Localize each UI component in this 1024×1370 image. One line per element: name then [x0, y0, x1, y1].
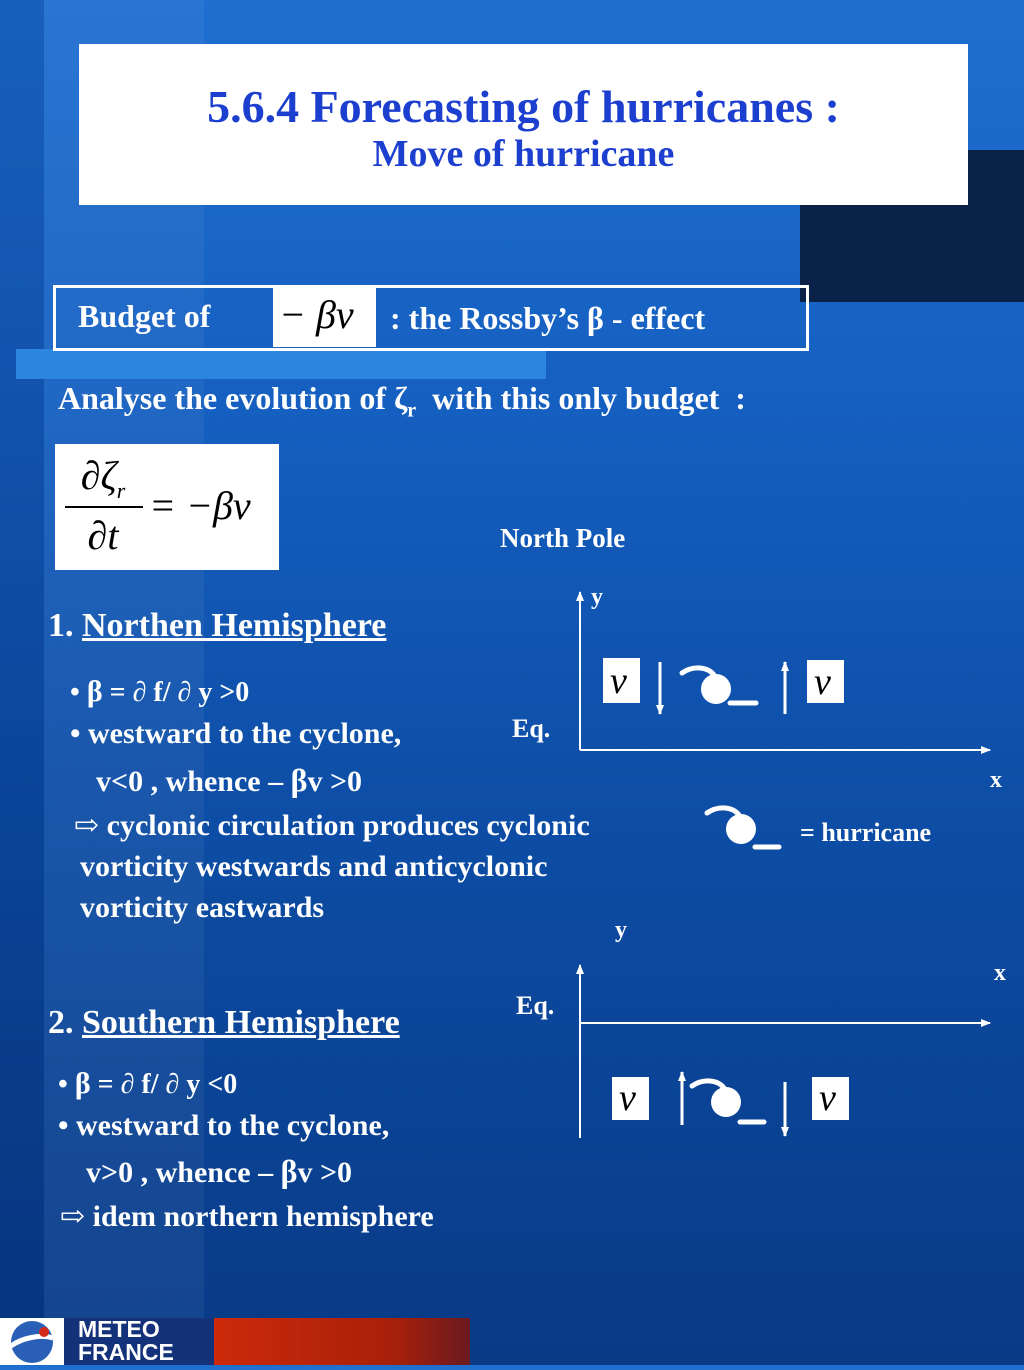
- north-line2: • westward to the cyclone,: [70, 717, 402, 750]
- south-beta-symbol: β: [74, 1067, 91, 1100]
- north-line2-text: westward to the cyclone,: [88, 717, 402, 750]
- north-y-label: y: [591, 584, 603, 610]
- south-conclusion-text: idem northern hemisphere: [92, 1200, 434, 1233]
- north-arrow-icon: ⇨: [74, 809, 100, 842]
- south-x-label: x: [994, 960, 1006, 986]
- hurricane-symbol-icon: [682, 668, 756, 704]
- analyse-suffix: with this only budget :: [416, 380, 746, 416]
- south-v-label-left: v: [619, 1077, 636, 1119]
- north-v-label-right: v: [814, 661, 831, 703]
- budget-formula: − βv: [279, 292, 354, 337]
- south-beta-line: • β = ∂ f/ ∂ y <0: [58, 1067, 238, 1100]
- page-title: 5.6.4 Forecasting of hurricanes :: [207, 81, 840, 132]
- south-heading-text: Southern Hemisphere: [82, 1004, 400, 1041]
- south-beta-rest: = ∂ f/ ∂ y <0: [90, 1069, 238, 1100]
- north-line3-suffix: v >0: [307, 765, 363, 798]
- equation-numerator-sub: r: [116, 478, 126, 503]
- page-subtitle: Move of hurricane: [372, 133, 675, 175]
- logo-line2: FRANCE: [78, 1339, 174, 1365]
- north-conclusion-3: vorticity eastwards: [80, 891, 325, 924]
- equation-numerator-text: ∂ζ: [80, 453, 117, 498]
- budget-effect: : the Rossby’s β - effect: [390, 300, 706, 336]
- north-x-label: x: [990, 767, 1002, 793]
- logo-line1: METEO: [78, 1316, 160, 1342]
- south-line3-beta: β: [280, 1153, 298, 1189]
- north-conclusion-1-text: cyclonic circulation produces cyclonic: [106, 809, 590, 842]
- south-hurricane-icon: [692, 1081, 764, 1122]
- logo-text-bg: [64, 1318, 214, 1365]
- north-v-label-left: v: [610, 660, 627, 702]
- analyse-subscript: r: [407, 399, 417, 422]
- globe-icon: [0, 1318, 64, 1365]
- south-line3-suffix: v >0: [297, 1156, 353, 1189]
- north-beta-rest: = ∂ f/ ∂ y >0: [102, 677, 250, 708]
- north-conclusion-2: vorticity westwards and anticyclonic: [80, 850, 548, 883]
- north-heading-text: Northen Hemisphere: [82, 607, 387, 644]
- equation-rhs: = −βv: [149, 483, 251, 528]
- south-arrow-icon: ⇨: [60, 1200, 86, 1233]
- north-line3-prefix: v<0 , whence –: [96, 765, 291, 798]
- legend-label: = hurricane: [800, 818, 932, 847]
- south-v-label-right: v: [819, 1077, 836, 1119]
- budget-label: Budget of: [78, 298, 211, 334]
- south-line3-prefix: v>0 , whence –: [86, 1156, 281, 1189]
- north-beta-symbol: β: [86, 675, 103, 708]
- logo-emblem-bg: [0, 1318, 64, 1365]
- meteo-france-logo: [0, 1318, 470, 1365]
- south-number: 2.: [48, 1004, 82, 1041]
- south-y-label: y: [615, 917, 627, 943]
- analyse-prefix: Analyse the evolution of ζ: [58, 380, 408, 416]
- north-pole-label: North Pole: [500, 523, 626, 553]
- logo-red-band: [214, 1318, 470, 1365]
- north-eq-label: Eq.: [512, 714, 551, 743]
- south-eq-label: Eq.: [516, 991, 555, 1020]
- south-line2-text: westward to the cyclone,: [76, 1109, 390, 1142]
- north-number: 1.: [48, 607, 82, 644]
- north-line3-beta: β: [290, 762, 308, 798]
- equation-denominator: ∂t: [87, 513, 119, 558]
- north-beta-line: • β = ∂ f/ ∂ y >0: [70, 675, 250, 708]
- legend-hurricane-icon: [707, 808, 779, 847]
- south-line2: • westward to the cyclone,: [58, 1109, 390, 1142]
